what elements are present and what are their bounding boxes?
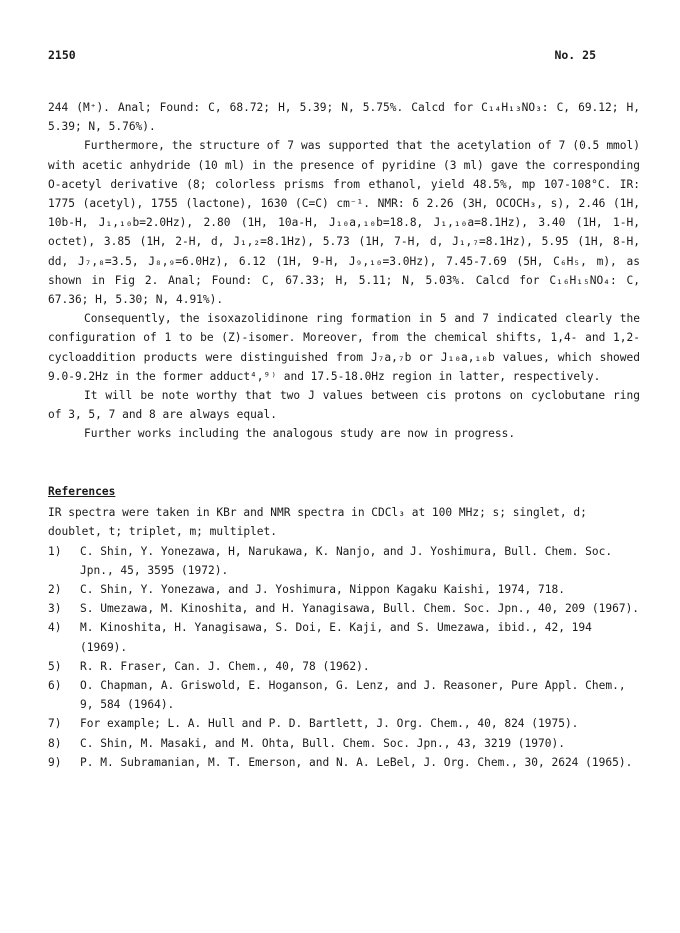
body-text	[48, 98, 640, 444]
reference-text: For example; L. A. Hull and P. D. Bartlett, J. Org. Chem., 40, 824 (1975).	[80, 717, 579, 731]
reference-text: P. M. Subramanian, M. T. Emerson, and N. A. LeBel, J. Org. Chem., 30, 2624 (1965).	[80, 755, 633, 769]
issue-number: No. 25	[554, 48, 596, 62]
references-note: IR spectra were taken in KBr and NMR spectra in CDCl₃ at 100 MHz; s; singlet, d; doublet, t; triplet, m; multiplet.	[48, 506, 587, 539]
reference-text: M. Kinoshita, H. Yanagisawa, S. Doi, E. Kaji, and S. Umezawa, ibid., 42, 194 (1969).	[80, 621, 592, 654]
reference-text: C. Shin, M. Masaki, and M. Ohta, Bull. Chem. Soc. Jpn., 43, 3219 (1970).	[80, 736, 565, 750]
page-number: 2150	[48, 48, 76, 62]
reference-number: 4)	[48, 621, 62, 635]
reference-text: O. Chapman, A. Griswold, E. Hoganson, G. Lenz, and J. Reasoner, Pure Appl. Chem., 9, 584 (1964).	[80, 679, 626, 712]
reference-item	[48, 542, 640, 580]
references-heading: References	[48, 485, 116, 498]
reference-item	[48, 580, 640, 599]
reference-number: 1)	[48, 544, 62, 558]
references-section	[48, 482, 640, 772]
reference-item	[48, 753, 640, 772]
reference-text: S. Umezawa, M. Kinoshita, and H. Yanagisawa, Bull. Chem. Soc. Jpn., 40, 209 (1967).	[80, 602, 640, 616]
reference-number: 6)	[48, 679, 62, 693]
reference-number: 7)	[48, 717, 62, 731]
reference-text: C. Shin, Y. Yonezawa, and J. Yoshimura, Nippon Kagaku Kaishi, 1974, 718.	[80, 583, 565, 597]
paragraph: Furthermore, the structure of 7 was supported that the acetylation of 7 (0.5 mmol) with acetic anhydride (10 ml) in the presence of pyridine (3 ml) gave the corresponding O-acetyl derivative (8; colorless prisms from ethanol, yield 48.5%, mp 107-108°C. IR: 1775 (acetyl), 1755 (lactone), 1630 (C=C) cm⁻¹. NMR: δ 2.26 (3H, OCOCH₃, s), 2.46 (1H, 10b-H, J₁,₁₀b=2.0Hz), 2.80 (1H, 10a-H, J₁₀a,₁₀b=18.8, J₁,₁₀a=8.1Hz), 3.40 (1H, 1-H, octet), 3.85 (1H, 2-H, d, J₁,₂=8.1Hz), 5.73 (1H, 7-H, d, J₁,₇=8.1Hz), 5.95 (1H, 8-H, dd, J₇,₈=3.5, J₈,₉=6.0Hz), 6.12 (1H, 9-H, J₉,₁₀=3.0Hz), 7.45-7.69 (5H, C₆H₅, m), as shown in Fig 2. Anal; Found: C, 67.33; H, 5.11; N, 5.03%. Calcd for C₁₆H₁₅NO₄: C, 67.36; H, 5.30; N, 4.91%).	[48, 139, 640, 307]
reference-item	[48, 734, 640, 753]
reference-item	[48, 657, 640, 676]
reference-text: R. R. Fraser, Can. J. Chem., 40, 78 (1962).	[80, 659, 370, 673]
reference-item	[48, 676, 640, 714]
reference-number: 3)	[48, 602, 62, 616]
reference-number: 9)	[48, 755, 62, 769]
paragraph: Consequently, the isoxazolidinone ring formation in 5 and 7 indicated clearly the configuration of 1 to be (Z)-isomer. Moreover, from the chemical shifts, 1,4- and 1,2-cycloaddition products were distinguished from J₇a,₇b or J₁₀a,₁₀b values, which showed 9.0-9.2Hz in the former adduct⁴,⁹⁾ and 17.5-18.0Hz region in latter, respectively.	[48, 312, 640, 383]
paragraph: Further works including the analogous study are now in progress.	[84, 427, 516, 441]
reference-text: C. Shin, Y. Yonezawa, H, Narukawa, K. Nanjo, and J. Yoshimura, Bull. Chem. Soc. Jpn., 45, 3595 (1972).	[80, 544, 613, 577]
reference-item	[48, 599, 640, 618]
reference-number: 5)	[48, 659, 62, 673]
reference-number: 2)	[48, 583, 62, 597]
reference-number: 8)	[48, 736, 62, 750]
paragraph: It will be note worthy that two J values between cis protons on cyclobutane ring of 3, 5, 7 and 8 are always equal.	[48, 389, 640, 422]
reference-item	[48, 618, 640, 656]
paragraph: 244 (M⁺). Anal; Found: C, 68.72; H, 5.39; N, 5.75%. Calcd for C₁₄H₁₃NO₃: C, 69.12; H, 5.39; N, 5.76%).	[48, 101, 640, 134]
reference-item	[48, 714, 640, 733]
